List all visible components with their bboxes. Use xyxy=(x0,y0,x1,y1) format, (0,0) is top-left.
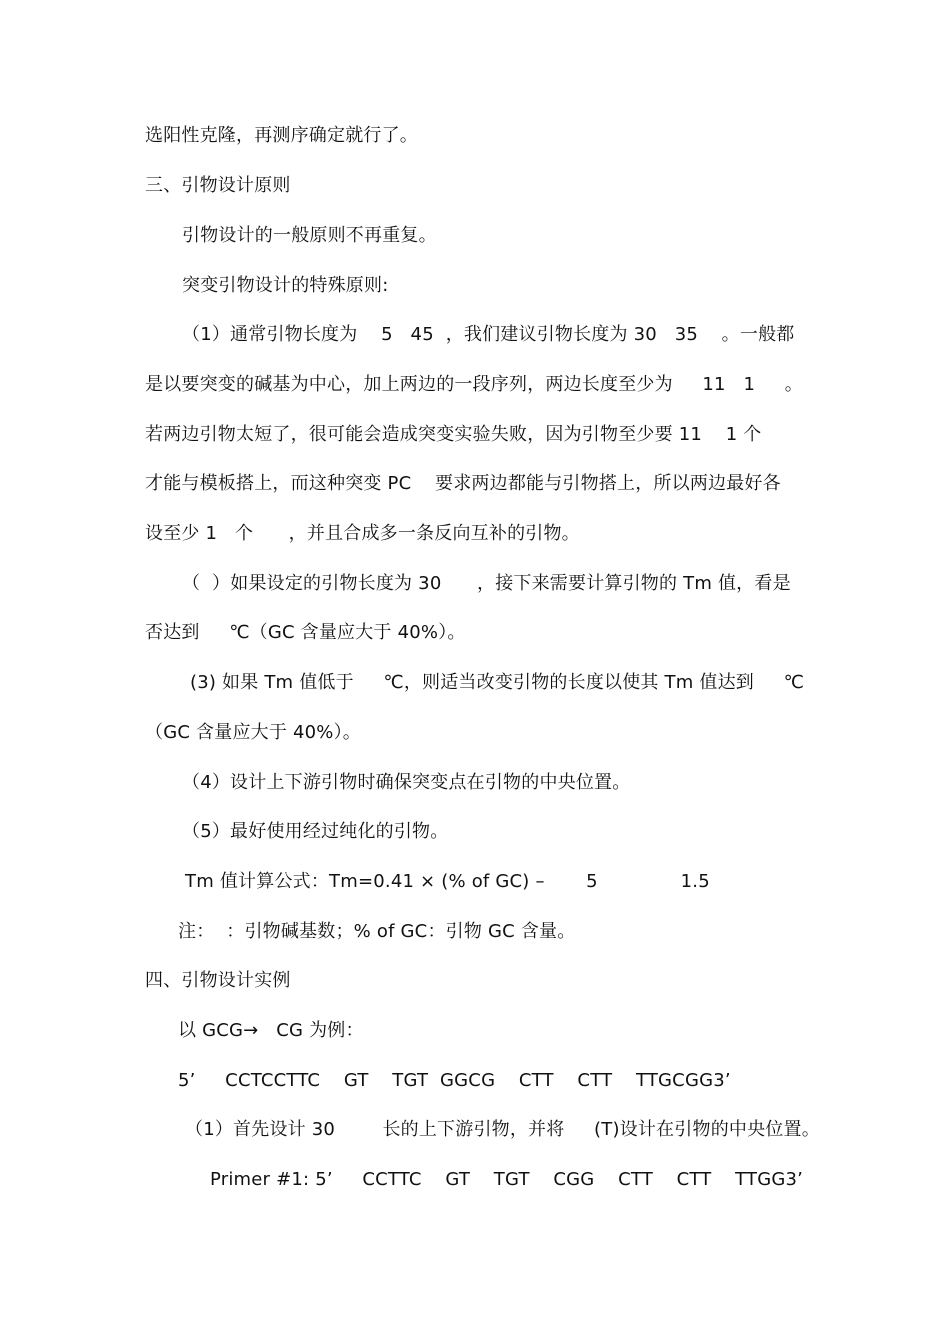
primer-1-line: Primer #1: 5’ CCTTC GT TGT CGG CTT CTT TTGG3’ xyxy=(210,1169,804,1190)
section-heading-4: 四、引物设计实例 xyxy=(145,970,291,991)
text-line-5: （1）通常引物长度为 5 45 ，我们建议引物长度为 30 35 。一般都 xyxy=(182,324,795,345)
formula-line: Tm 值计算公式：Tm=0.41 × (% of GC) – 5 1.5 xyxy=(185,871,710,892)
text-line-6: 是以要突变的碱基为中心，加上两边的一段序列，两边长度至少为 11 1 。 xyxy=(145,374,803,395)
example-line: 以 GCG→ CG 为例： xyxy=(178,1020,364,1041)
text-line-11: 否达到 ℃（GC 含量应大于 40%）。 xyxy=(145,622,466,643)
text-line-9: 设至少 1 个 ，并且合成多一条反向互补的引物。 xyxy=(145,523,580,544)
text-line-12: (3) 如果 Tm 值低于 ℃，则适当改变引物的长度以使其 Tm 值达到 ℃ xyxy=(190,672,805,693)
text-line-3: 引物设计的一般原则不再重复。 xyxy=(182,225,437,246)
sequence-line: 5’ CCTCCTTC GT TGT GGCG CTT CTT TTGCGG3’ xyxy=(178,1070,731,1091)
text-line-15: （5）最好使用经过纯化的引物。 xyxy=(182,821,449,842)
note-line: 注： ：引物碱基数；% of GC：引物 GC 含量。 xyxy=(178,921,576,942)
step-1-line: （1）首先设计 30 长的上下游引物，并将 (T)设计在引物的中央位置。 xyxy=(185,1119,820,1140)
text-line-1: 选阳性克隆，再测序确定就行了。 xyxy=(145,125,418,146)
text-line-4: 突变引物设计的特殊原则: xyxy=(182,275,389,296)
section-heading-3: 三、引物设计原则 xyxy=(145,175,291,196)
text-line-13: （GC 含量应大于 40%）。 xyxy=(145,722,361,743)
text-line-8: 才能与模板搭上，而这种突变 PC 要求两边都能与引物搭上，所以两边最好各 xyxy=(145,473,781,494)
text-line-7: 若两边引物太短了，很可能会造成突变实验失败，因为引物至少要 11 1 个 xyxy=(145,424,762,445)
text-line-10: （ ）如果设定的引物长度为 30 ，接下来需要计算引物的 Tm 值，看是 xyxy=(182,573,791,594)
text-line-14: （4）设计上下游引物时确保突变点在引物的中央位置。 xyxy=(182,772,631,793)
